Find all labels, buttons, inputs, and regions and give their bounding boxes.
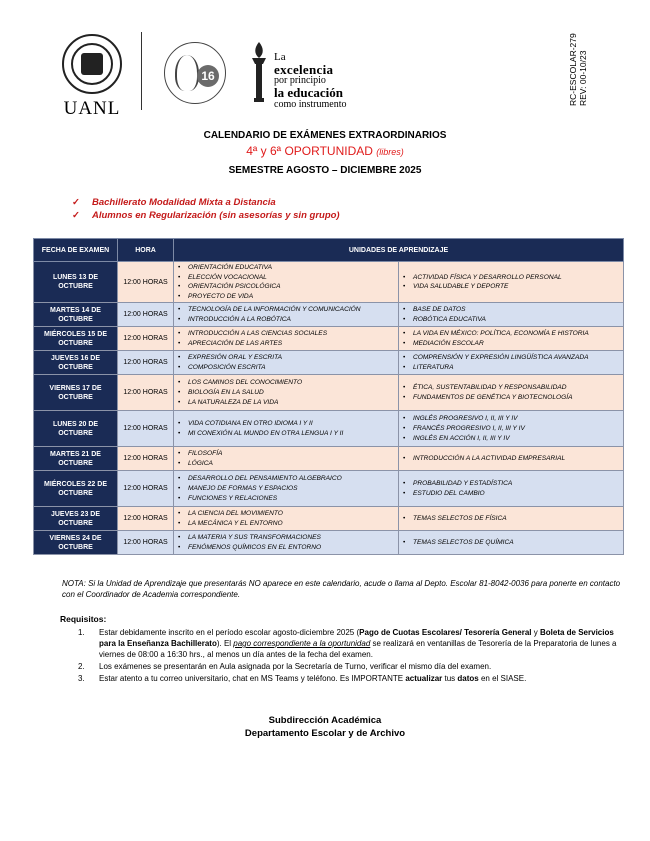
unit-item: • APRECIACIÓN DE LAS ARTES <box>178 339 394 349</box>
req-bold: datos <box>457 674 479 683</box>
prepa-logo <box>164 42 226 104</box>
unit-item: • LA CIENCIA DEL MOVIMIENTO <box>178 509 394 519</box>
req-text: Estar atento a tu correo universitario, chat en MS Teams y teléfono. Es IMPORTANTE <box>99 674 406 683</box>
units-cell-left <box>174 531 399 555</box>
modality-list <box>72 196 340 222</box>
exam-date: MIÉRCOLES 22 DE OCTUBRE <box>34 471 118 507</box>
motto-text <box>274 52 347 110</box>
units-cell-left <box>174 303 399 327</box>
unit-item: • PROYECTO DE VIDA <box>178 292 394 302</box>
unit-item: • COMPOSICIÓN ESCRITA <box>178 363 394 373</box>
motto-logo <box>248 40 358 110</box>
req-text: Estar debidamente inscrito en el período escolar agosto-diciembre 2025 ( <box>99 628 360 637</box>
req-text: Los exámenes se presentarán en Aula asignada por la Secretaría de Turno, verificar el mismo día del examen. <box>99 662 492 671</box>
motto-line: la educación <box>274 85 343 100</box>
modality-item <box>72 209 340 222</box>
unit-item: • LOS CAMINOS DEL CONOCIMIENTO <box>178 378 394 388</box>
checkmark-icon: ✓ <box>72 210 80 221</box>
units-cell-right <box>399 375 624 411</box>
unit-item: • LA NATURALEZA DE LA VIDA <box>178 398 394 408</box>
table-row <box>34 375 624 411</box>
unit-item: • TECNOLOGÍA DE LA INFORMACIÓN Y COMUNICACIÓN <box>178 305 394 315</box>
units-cell-right <box>399 327 624 351</box>
exam-date: MARTES 14 DE OCTUBRE <box>34 303 118 327</box>
unit-item: • ORIENTACIÓN PSICOLÓGICA <box>178 282 394 292</box>
prepa-number: 16 <box>197 65 219 87</box>
units-cell-left <box>174 351 399 375</box>
units-cell-right <box>399 447 624 471</box>
unit-item: • LÓGICA <box>178 459 394 469</box>
units-cell-left <box>174 507 399 531</box>
unit-item: • TEMAS SELECTOS DE QUÍMICA <box>403 538 619 548</box>
requirements-list <box>78 627 618 685</box>
opportunity-label: 4ª y 6ª OPORTUNIDAD <box>246 144 373 158</box>
unit-item: • DESARROLLO DEL PENSAMIENTO ALGEBRAICO <box>178 474 394 484</box>
req-text: se realizará en ventanillas de Tesorería de la Preparatoria de lunes a viernes de 08:00 a 16:30 hrs., al menos un día antes de la fecha del examen. <box>99 639 617 659</box>
motto-line: excelencia <box>274 62 334 77</box>
unit-item: • BASE DE DATOS <box>403 305 619 315</box>
table-row <box>34 327 624 351</box>
exam-schedule-table <box>33 238 624 555</box>
unit-item: • BIOLOGÍA EN LA SALUD <box>178 388 394 398</box>
header-date: FECHA DE EXAMEN <box>34 239 118 262</box>
units-cell-right <box>399 507 624 531</box>
unit-item: • INTRODUCCIÓN A LAS CIENCIAS SOCIALES <box>178 329 394 339</box>
exam-time: 12:00 HORAS <box>118 327 174 351</box>
table-row <box>34 507 624 531</box>
exam-date: MARTES 21 DE OCTUBRE <box>34 447 118 471</box>
table-row <box>34 303 624 327</box>
units-cell-right <box>399 351 624 375</box>
unit-item: • FRANCÉS PROGRESIVO I, II, III Y IV <box>403 424 619 434</box>
unit-item: • VIDA COTIDIANA EN OTRO IDIOMA I Y II <box>178 419 394 429</box>
unit-item: • FILOSOFÍA <box>178 449 394 459</box>
exam-date: LUNES 13 DE OCTUBRE <box>34 262 118 303</box>
exam-date: MIÉRCOLES 15 DE OCTUBRE <box>34 327 118 351</box>
prepa-emblem-icon <box>164 42 226 104</box>
table-row <box>34 351 624 375</box>
unit-item: • LA VIDA EN MÉXICO: POLÍTICA, ECONOMÍA E HISTORIA <box>403 329 619 339</box>
unit-item: • ELECCIÓN VOCACIONAL <box>178 273 394 283</box>
exam-time: 12:00 HORAS <box>118 375 174 411</box>
req-bold: Boleta de Servicios para la Enseñanza Bachillerato <box>99 628 614 648</box>
exam-time: 12:00 HORAS <box>118 471 174 507</box>
torch-icon <box>248 40 270 106</box>
signature-departamento: Departamento Escolar y de Archivo <box>244 728 406 739</box>
exam-date: JUEVES 16 DE OCTUBRE <box>34 351 118 375</box>
requirement-item: 2. Los exámenes se presentarán en Aula asignada por la Secretaría de Turno, verificar el mismo día del examen. <box>78 662 492 671</box>
unit-item: • LA MATERIA Y SUS TRANSFORMACIONES <box>178 533 394 543</box>
req-underline: pago correspondiente a la oportunidad <box>233 639 371 648</box>
units-cell-right <box>399 531 624 555</box>
unit-item: • FUNCIONES Y RELACIONES <box>178 494 394 504</box>
unit-item: • FUNDAMENTOS DE GENÉTICA Y BIOTECNOLOGÍA <box>403 393 619 403</box>
unit-item: • VIDA SALUDABLE Y DEPORTE <box>403 282 619 292</box>
exam-time: 12:00 HORAS <box>118 447 174 471</box>
unit-item: • ESTUDIO DEL CAMBIO <box>403 489 619 499</box>
doc-code-revision: REV: 00-10/23 <box>578 50 588 106</box>
table-row <box>34 531 624 555</box>
table-row <box>34 411 624 447</box>
units-cell-left <box>174 447 399 471</box>
unit-item: • TEMAS SELECTOS DE FÍSICA <box>403 514 619 524</box>
unit-item: • ACTIVIDAD FÍSICA Y DESARROLLO PERSONAL <box>403 273 619 283</box>
units-cell-left <box>174 471 399 507</box>
exam-date: VIERNES 24 DE OCTUBRE <box>34 531 118 555</box>
unit-item: • MANEJO DE FORMAS Y ESPACIOS <box>178 484 394 494</box>
req-text: ). El <box>216 639 234 648</box>
exam-time: 12:00 HORAS <box>118 303 174 327</box>
exam-time: 12:00 HORAS <box>118 507 174 531</box>
exam-time: 12:00 HORAS <box>118 531 174 555</box>
header-divider <box>141 32 142 110</box>
requirement-item: 1. Estar debidamente inscrito en el período escolar agosto-diciembre 2025 (Pago de Cuotas Escolares/ Tesorería General y Boleta de Servicios para la Enseñanza Bachillerato). El pago correspondiente a la oportunidad se realizará en ventanillas de Tesorería de la Preparatoria de lunes a viernes de 08:00 a 16:30 hrs., al menos un día antes de la fecha del examen. <box>78 628 617 659</box>
unit-item: • FENÓMENOS QUÍMICOS EN EL ENTORNO <box>178 543 394 553</box>
checkmark-icon: ✓ <box>72 197 80 208</box>
units-cell-right <box>399 471 624 507</box>
exam-time: 12:00 HORAS <box>118 262 174 303</box>
exam-time: 12:00 HORAS <box>118 411 174 447</box>
units-cell-right <box>399 262 624 303</box>
units-cell-right <box>399 303 624 327</box>
unit-item: • MEDIACIÓN ESCOLAR <box>403 339 619 349</box>
requirements-title: Requisitos: <box>60 614 107 624</box>
units-cell-left <box>174 375 399 411</box>
header-time: HORA <box>118 239 174 262</box>
unit-item: • INTRODUCCIÓN A LA ROBÓTICA <box>178 315 394 325</box>
doc-code-line: RC-ESCOLAR-279 <box>568 33 578 106</box>
unit-item: • ORIENTACIÓN EDUCATIVA <box>178 263 394 273</box>
table-row <box>34 471 624 507</box>
uanl-seal-icon <box>62 34 122 94</box>
calendar-title: CALENDARIO DE EXÁMENES EXTRAORDINARIOS <box>203 130 447 141</box>
opportunity-sub: (libres) <box>376 147 404 157</box>
uanl-logo <box>60 34 124 120</box>
unit-item: • INGLÉS EN ACCIÓN I, II, III Y IV <box>403 434 619 444</box>
unit-item: • INTRODUCCIÓN A LA ACTIVIDAD EMPRESARIAL <box>403 454 619 464</box>
modality-item <box>72 196 340 209</box>
req-text: y <box>531 628 540 637</box>
uanl-label: UANL <box>63 98 121 119</box>
note-text: NOTA: Si la Unidad de Aprendizaje que presentarás NO aparece en este calendario, acude o llama al Depto. Escolar 81-8042-0036 para ponerte en contacto con el Coordinador de Academia correspondiente. <box>62 579 621 599</box>
modality-label: Alumnos en Regularización (sin asesorías y sin grupo) <box>92 210 340 221</box>
document-code <box>568 33 588 106</box>
req-text: en el SIASE. <box>478 674 527 683</box>
unit-item: • INGLÉS PROGRESIVO I, II, III Y IV <box>403 414 619 424</box>
exam-time: 12:00 HORAS <box>118 351 174 375</box>
exam-date: LUNES 20 DE OCTUBRE <box>34 411 118 447</box>
units-cell-left <box>174 262 399 303</box>
units-cell-left <box>174 411 399 447</box>
opportunity-title <box>0 144 650 158</box>
unit-item: • MI CONEXIÓN AL MUNDO EN OTRA LENGUA I Y II <box>178 429 394 439</box>
exam-date: JUEVES 23 DE OCTUBRE <box>34 507 118 531</box>
table-header-row <box>34 239 624 262</box>
motto-line: La <box>274 51 286 63</box>
motto-line: por principio <box>274 75 326 86</box>
modality-label: Bachillerato Modalidad Mixta a Distancia <box>92 197 276 208</box>
units-cell-right <box>399 411 624 447</box>
table-row <box>34 262 624 303</box>
motto-line: como instrumento <box>274 99 347 110</box>
signature-subdireccion: Subdirección Académica <box>268 715 382 726</box>
requirement-item: 3. Estar atento a tu correo universitario, chat en MS Teams y teléfono. Es IMPORTANTE actualizar tus datos en el SIASE. <box>78 674 527 683</box>
unit-item: • EXPRESIÓN ORAL Y ESCRITA <box>178 353 394 363</box>
unit-item: • LA MECÁNICA Y EL ENTORNO <box>178 519 394 529</box>
req-bold: actualizar <box>405 674 443 683</box>
unit-item: • PROBABILIDAD Y ESTADÍSTICA <box>403 479 619 489</box>
semester-title: SEMESTRE AGOSTO – DICIEMBRE 2025 <box>228 165 422 176</box>
req-text: tus <box>442 674 458 683</box>
units-cell-left <box>174 327 399 351</box>
table-row <box>34 447 624 471</box>
unit-item: • COMPRENSIÓN Y EXPRESIÓN LINGÜÍSTICA AVANZADA <box>403 353 619 363</box>
unit-item: • ROBÓTICA EDUCATIVA <box>403 315 619 325</box>
unit-item: • LITERATURA <box>403 363 619 373</box>
header-units: UNIDADES DE APRENDIZAJE <box>174 239 624 262</box>
exam-date: VIERNES 17 DE OCTUBRE <box>34 375 118 411</box>
unit-item: • ÉTICA, SUSTENTABILIDAD Y RESPONSABILIDAD <box>403 383 619 393</box>
req-bold: Pago de Cuotas Escolares/ Tesorería General <box>359 628 532 637</box>
